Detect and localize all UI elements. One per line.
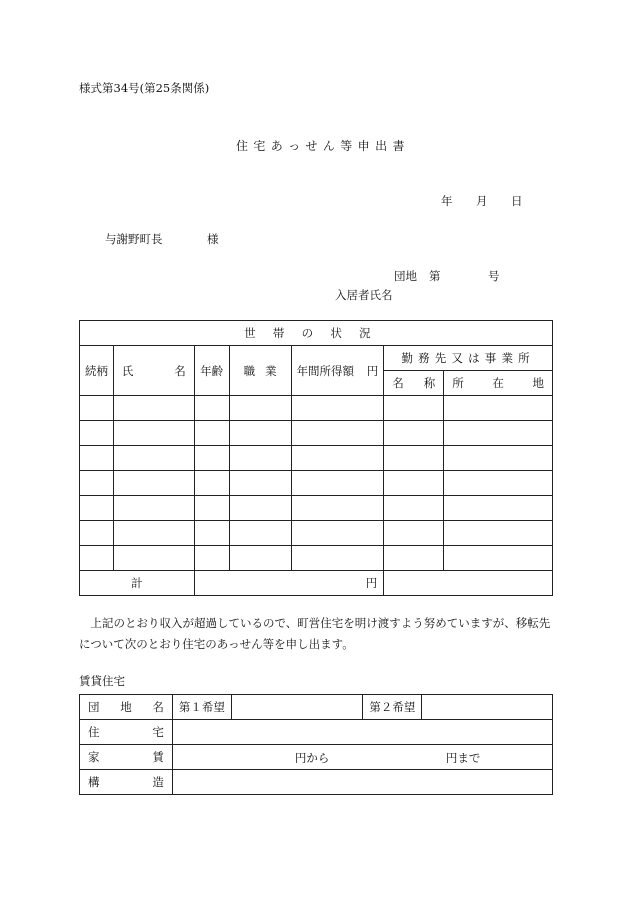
income-cell[interactable] — [291, 396, 384, 421]
second-choice-field[interactable] — [422, 695, 553, 720]
name-cell[interactable] — [113, 421, 194, 446]
relation-cell[interactable] — [80, 521, 114, 546]
first-choice-label: 第１希望 — [172, 695, 231, 720]
statement-paragraph: 上記のとおり収入が超過しているので、町営住宅を明け渡すよう努めていますが、移転先について次のとおり住宅のあっせん等を申し出ます。 — [79, 616, 551, 651]
occupation-cell[interactable] — [229, 446, 291, 471]
income-cell[interactable] — [291, 521, 384, 546]
income-cell[interactable] — [291, 546, 384, 571]
workplace-address-cell[interactable] — [444, 396, 553, 421]
housing-field[interactable] — [172, 720, 552, 745]
table-row — [80, 396, 553, 421]
workplace-address-cell[interactable] — [444, 446, 553, 471]
header-workplace: 勤務先又は事業所 — [384, 346, 553, 371]
workplace-name-cell[interactable] — [384, 521, 444, 546]
rent-from-label: 円から — [294, 751, 330, 765]
name-cell[interactable] — [113, 471, 194, 496]
age-cell[interactable] — [194, 496, 229, 521]
workplace-name-cell[interactable] — [384, 396, 444, 421]
header-name: 氏 名 — [113, 346, 194, 396]
danchi-label: 団地 — [394, 269, 417, 283]
household-section-title: 世帯の状況 — [80, 321, 553, 346]
header-income: 年間所得額 円 — [291, 346, 384, 396]
rent-to-label: 円まで — [445, 751, 481, 765]
workplace-name-cell[interactable] — [384, 471, 444, 496]
relation-cell[interactable] — [80, 421, 114, 446]
total-blank-cell — [384, 571, 553, 596]
header-workplace-name: 名 称 — [384, 371, 444, 396]
relation-cell[interactable] — [80, 496, 114, 521]
income-cell[interactable] — [291, 421, 384, 446]
date-day: 日 — [511, 194, 523, 208]
resident-name-label: 入居者氏名 — [335, 288, 393, 302]
total-row — [80, 571, 553, 596]
occupation-cell[interactable] — [229, 496, 291, 521]
household-table — [79, 320, 553, 596]
table-row — [80, 421, 553, 446]
occupation-cell[interactable] — [229, 546, 291, 571]
structure-field[interactable] — [172, 770, 552, 795]
occupation-cell[interactable] — [229, 521, 291, 546]
workplace-name-cell[interactable] — [384, 496, 444, 521]
rental-housing-label: 住 宅 — [80, 720, 173, 745]
document-title: 住宅あっせん等申出書 — [236, 139, 410, 153]
income-cell[interactable] — [291, 471, 384, 496]
workplace-name-cell[interactable] — [384, 446, 444, 471]
workplace-address-cell[interactable] — [444, 521, 553, 546]
workplace-address-cell[interactable] — [444, 471, 553, 496]
table-row — [80, 471, 553, 496]
rental-rent-label: 家 賃 — [80, 745, 173, 770]
second-choice-label: 第２希望 — [363, 695, 422, 720]
workplace-name-cell[interactable] — [384, 546, 444, 571]
relation-cell[interactable] — [80, 446, 114, 471]
header-age: 年齢 — [194, 346, 229, 396]
age-cell[interactable] — [194, 396, 229, 421]
total-label: 計 — [80, 571, 195, 596]
age-cell[interactable] — [194, 521, 229, 546]
date-month: 月 — [476, 194, 488, 208]
age-cell[interactable] — [194, 471, 229, 496]
rent-range-field[interactable] — [172, 745, 552, 770]
relation-cell[interactable] — [80, 396, 114, 421]
rental-section-label: 賃貸住宅 — [79, 674, 125, 688]
occupation-cell[interactable] — [229, 471, 291, 496]
go-label: 号 — [488, 269, 500, 283]
name-cell[interactable] — [113, 496, 194, 521]
name-cell[interactable] — [113, 446, 194, 471]
income-cell[interactable] — [291, 496, 384, 521]
name-cell[interactable] — [113, 396, 194, 421]
rental-structure-label: 構 造 — [80, 770, 173, 795]
table-row — [80, 521, 553, 546]
workplace-address-cell[interactable] — [444, 421, 553, 446]
addressee-honorific: 様 — [207, 232, 219, 246]
workplace-address-cell[interactable] — [444, 496, 553, 521]
dai-label: 第 — [429, 269, 441, 283]
income-cell[interactable] — [291, 446, 384, 471]
date-year: 年 — [441, 194, 453, 208]
name-cell[interactable] — [113, 521, 194, 546]
age-cell[interactable] — [194, 421, 229, 446]
occupation-cell[interactable] — [229, 396, 291, 421]
table-row — [80, 446, 553, 471]
occupation-cell[interactable] — [229, 421, 291, 446]
addressee-name: 与謝野町長 — [105, 232, 163, 246]
rental-danchi-label: 団 地 名 — [80, 695, 173, 720]
header-relation: 続柄 — [80, 346, 114, 396]
workplace-address-cell[interactable] — [444, 546, 553, 571]
workplace-name-cell[interactable] — [384, 421, 444, 446]
table-row — [80, 546, 553, 571]
form-reference: 様式第34号(第25条関係) — [79, 81, 210, 95]
first-choice-field[interactable] — [231, 695, 363, 720]
table-row — [80, 496, 553, 521]
name-cell[interactable] — [113, 546, 194, 571]
relation-cell[interactable] — [80, 471, 114, 496]
age-cell[interactable] — [194, 546, 229, 571]
total-income-cell[interactable]: 円 — [194, 571, 384, 596]
relation-cell[interactable] — [80, 546, 114, 571]
header-workplace-address: 所 在 地 — [444, 371, 553, 396]
header-occupation: 職 業 — [229, 346, 291, 396]
age-cell[interactable] — [194, 446, 229, 471]
rental-table — [79, 694, 553, 795]
